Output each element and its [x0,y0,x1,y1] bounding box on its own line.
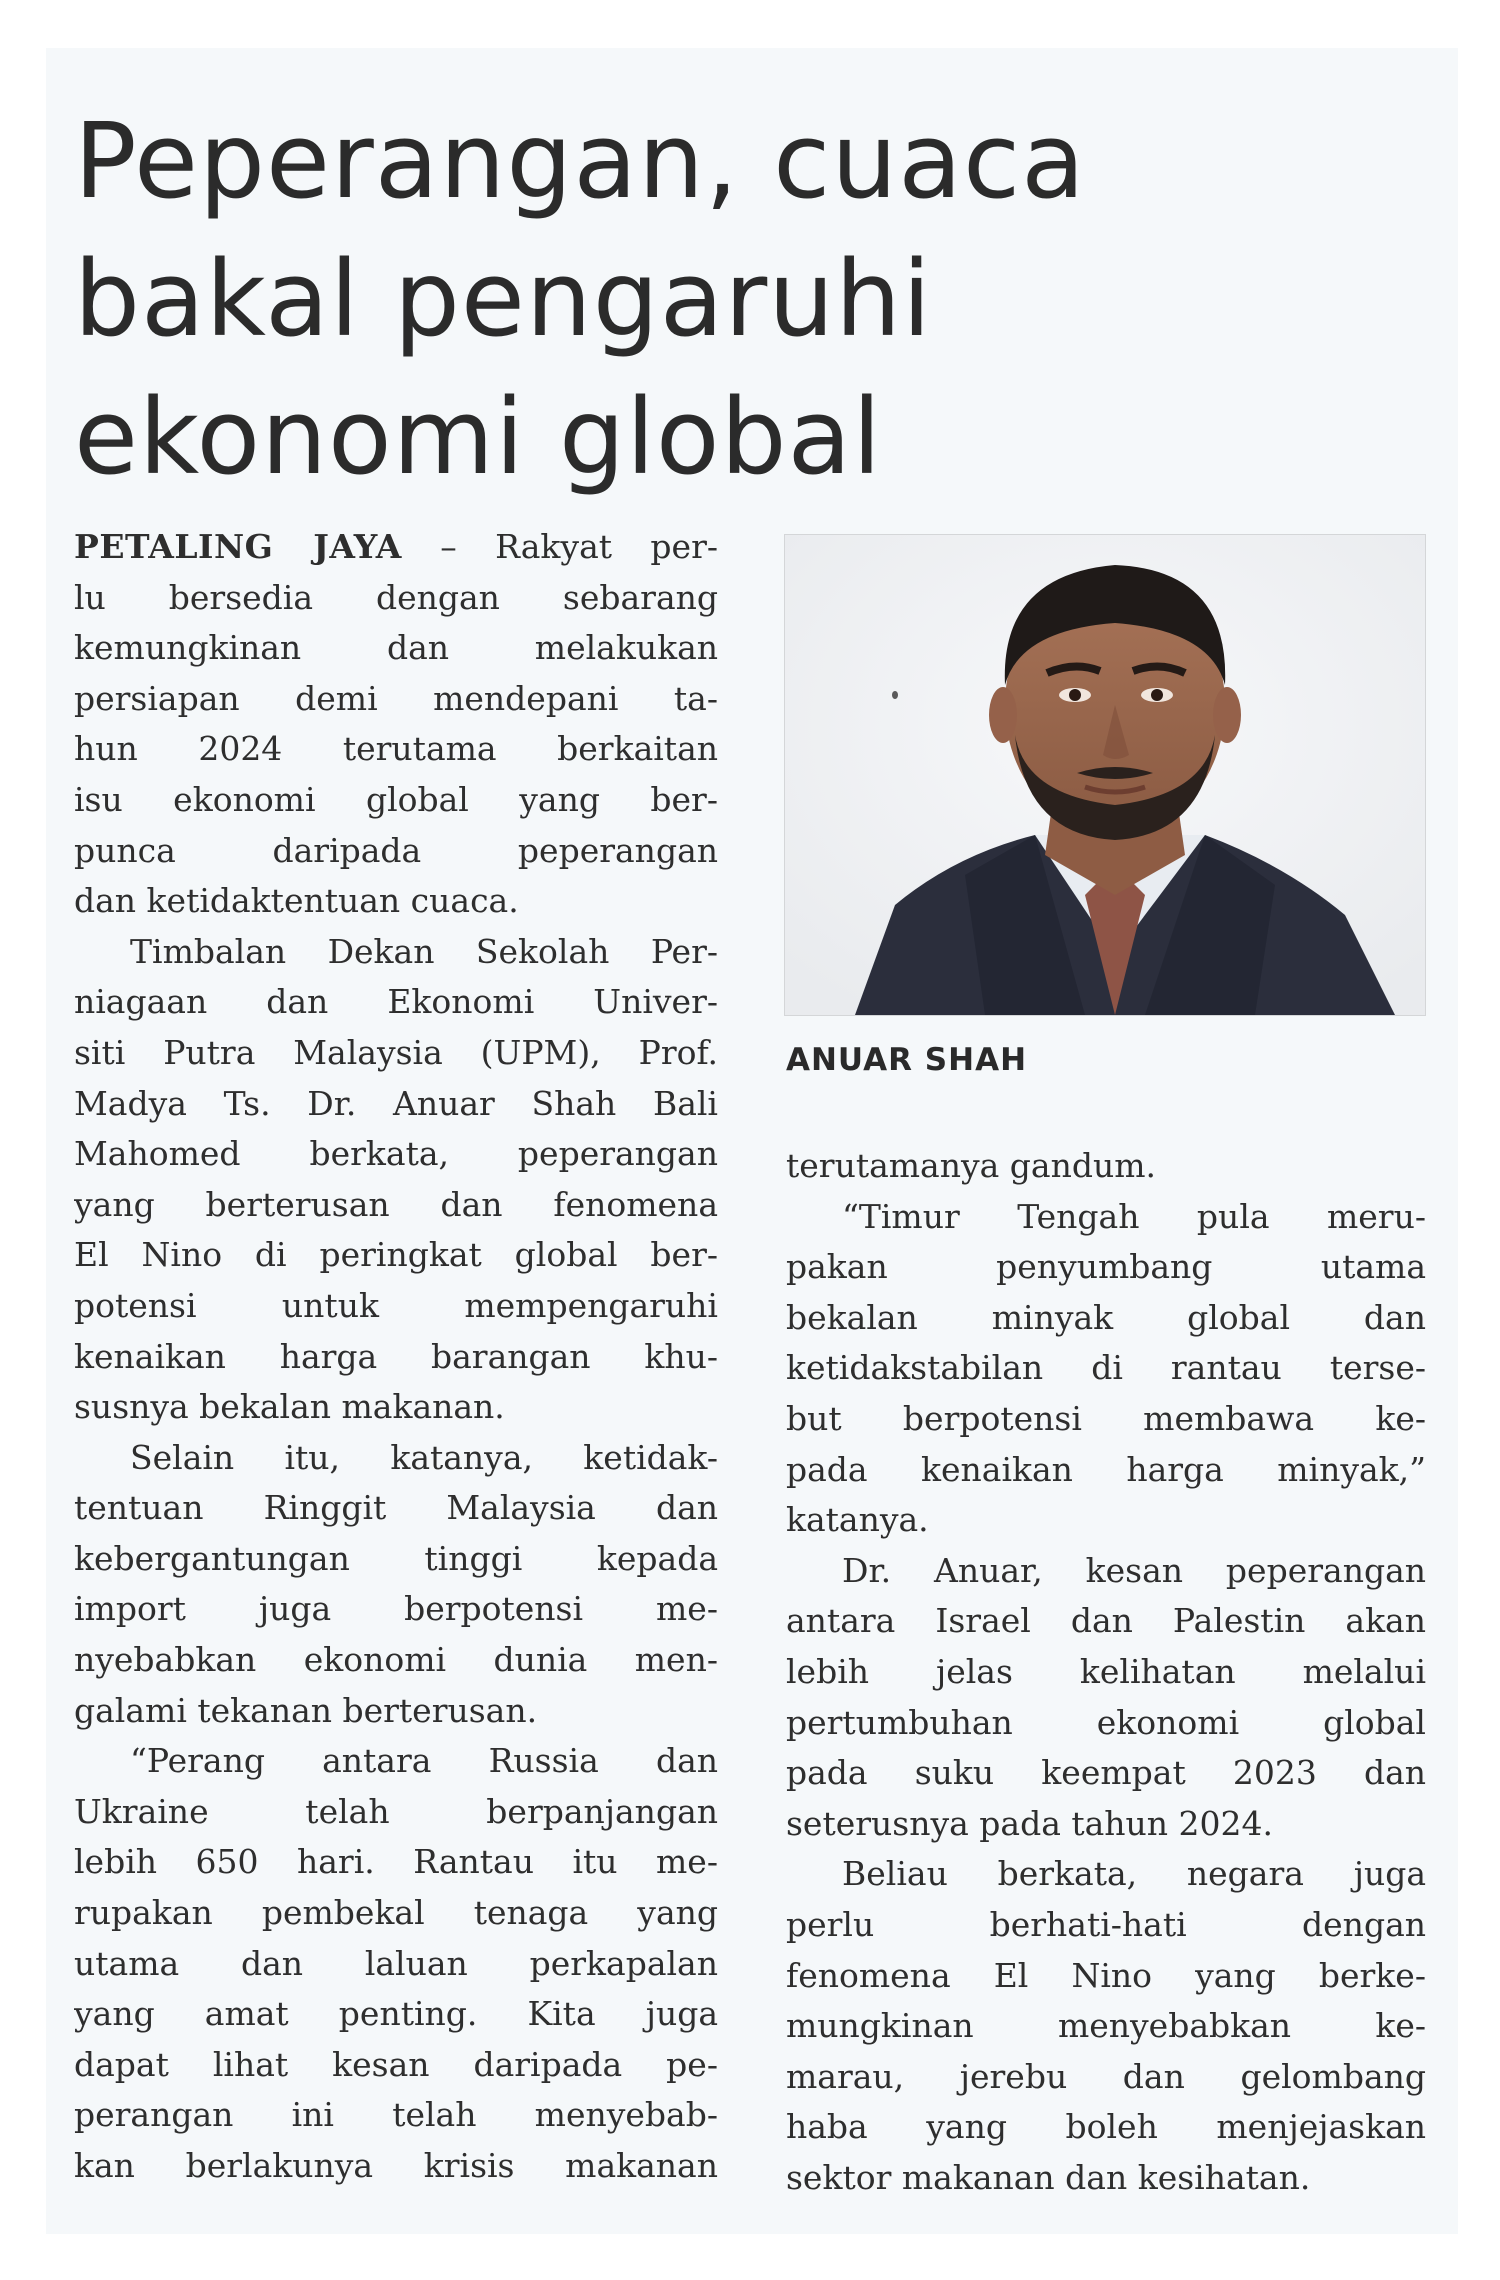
article-line: punca daripada peperangan [74,830,718,870]
article-line: Mahomed berkata, peperangan [74,1134,718,1174]
article-line: lu bersedia dengan sebarang [74,577,718,617]
article-line: kebergantungan tinggi kepada [74,1538,718,1578]
portrait-illustration [785,535,1425,1015]
article-line: niagaan dan Ekonomi Univer- [74,982,718,1022]
article-line: pakan penyumbang utama [786,1247,1426,1287]
article-line: Dr. Anuar, kesan peperangan [842,1550,1426,1590]
headline-line: ekonomi global [74,376,883,498]
article-line: susnya bekalan makanan. [74,1387,505,1427]
article-line: Selain itu, katanya, ketidak- [130,1437,718,1477]
headline-line: Peperangan, cuaca [74,100,1086,222]
article-column-right [786,1141,1426,2203]
article-line: kemungkinan dan melakukan [74,628,718,668]
article-line: El Nino di peringkat global ber- [74,1235,718,1275]
article-line: potensi untuk mempengaruhi [74,1285,718,1325]
article-line: katanya. [786,1500,929,1540]
article-line: kan berlakunya krisis makanan [74,2146,718,2185]
article-line: Madya Ts. Dr. Anuar Shah Bali [74,1083,718,1123]
article-line: Beliau berkata, negara juga [842,1854,1426,1894]
article-line: hun 2024 terutama berkaitan [74,729,718,769]
article-line: Timbalan Dekan Sekolah Per- [130,931,718,971]
article-line: but berpotensi membawa ke- [786,1398,1426,1438]
article-line-text: – Rakyat per- [401,527,718,566]
photo-caption: ANUAR SHAH [786,1042,1028,1078]
article-line: dan ketidaktentuan cuaca. [74,881,519,921]
article-line: pada kenaikan harga minyak,” [786,1449,1426,1489]
article-line: pada suku keempat 2023 dan [786,1753,1426,1793]
article-line [74,522,718,573]
article-line: utama dan laluan perkapalan [74,1943,718,1983]
article-line: perangan ini telah menyebab- [74,2095,718,2135]
article-line: fenomena El Nino yang berke- [786,1955,1426,1995]
article-line: bekalan minyak global dan [786,1297,1426,1337]
article-line: yang amat penting. Kita juga [74,1994,718,2034]
article-line: galami tekanan berterusan. [74,1690,538,1730]
article-line: dapat lihat kesan daripada pe- [74,2044,718,2084]
article-line: perlu berhati-hati dengan [786,1904,1426,1944]
article-line: ketidakstabilan di rantau terse- [786,1348,1426,1388]
article-line: yang berterusan dan fenomena [74,1184,718,1224]
article-line: nyebabkan ekonomi dunia men- [74,1640,718,1680]
article-line: pertumbuhan ekonomi global [786,1702,1426,1742]
article-column-left [74,522,718,2192]
article-line: Ukraine telah berpanjangan [74,1791,718,1831]
article-line: kenaikan harga barangan khu- [74,1336,718,1376]
article-line: seterusnya pada tahun 2024. [786,1803,1274,1843]
portrait-photo [784,534,1426,1016]
dateline: PETALING JAYA [74,527,402,566]
article-line: “Timur Tengah pula meru- [842,1196,1426,1236]
article-line: antara Israel dan Palestin akan [786,1601,1426,1641]
article-line: terutamanya gandum. [786,1146,1156,1185]
article-line: rupakan pembekal tenaga yang [74,1893,718,1933]
article-line: persiapan demi mendepani ta- [74,678,718,718]
article-line: mungkinan menyebabkan ke- [786,2006,1426,2046]
article-line: tentuan Ringgit Malaysia dan [74,1488,718,1528]
article-line: lebih 650 hari. Rantau itu me- [74,1842,718,1882]
article-line: siti Putra Malaysia (UPM), Prof. [74,1032,718,1072]
article-line: sektor makanan dan kesihatan. [786,2157,1311,2197]
article-line: lebih jelas kelihatan melalui [786,1651,1426,1691]
headline-line: bakal pengaruhi [74,238,932,360]
article-line: haba yang boleh menjejaskan [786,2107,1426,2147]
article-line: isu ekonomi global yang ber- [74,779,718,819]
article-line: import juga berpotensi me- [74,1589,718,1629]
article-line: “Perang antara Russia dan [130,1741,718,1781]
article-line: marau, jerebu dan gelombang [786,2056,1426,2096]
headline [74,92,1394,506]
